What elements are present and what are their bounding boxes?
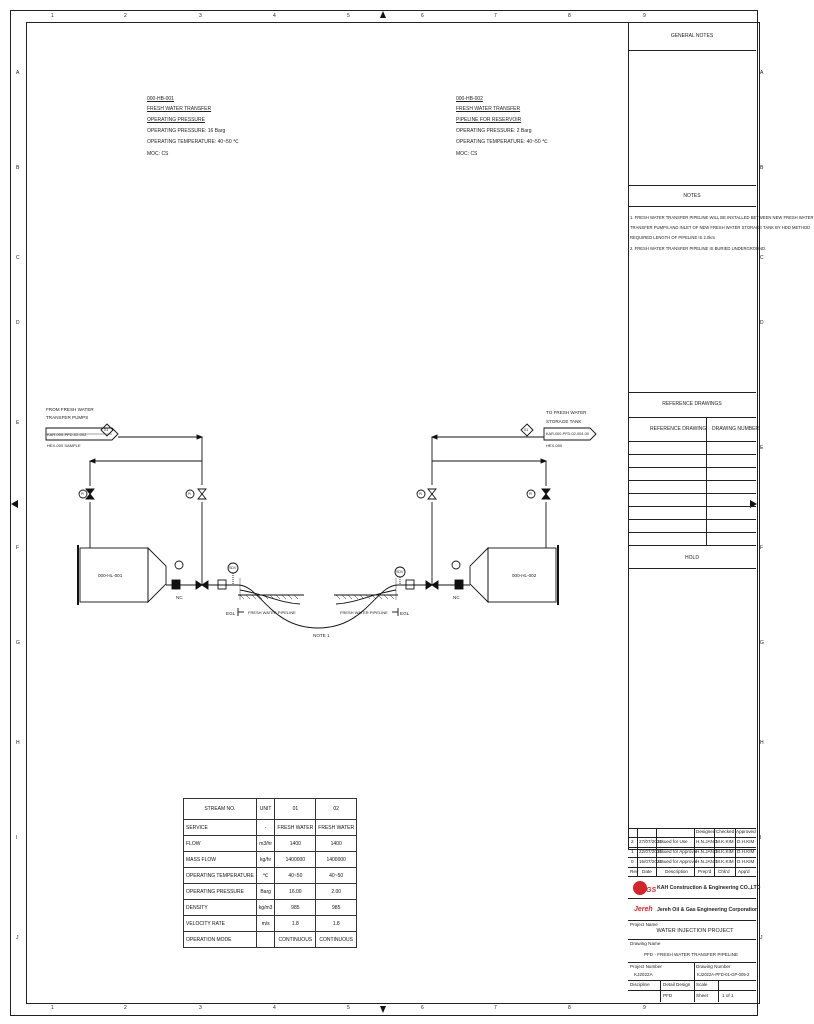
rev-top-header: Designed [696,829,716,834]
valve-symbol [202,581,208,589]
line-note-line: 000-HB-002 [456,96,483,102]
border-col-label: 6 [421,1005,424,1011]
border-col-label: 1 [51,13,54,19]
rev-header: Description [665,869,688,874]
drawing-number: KJ2022A-PFD-01-GP-005-2 [697,972,750,977]
stream-table-cell: OPERATING PRESSURE [184,884,257,900]
stream-table-cell: 1400 [275,836,316,852]
sdv-label-right: SDV [396,570,404,574]
rev-cell: D.H.KIM [737,859,755,864]
border-col-label: 7 [494,1005,497,1011]
stream-table-cell: 985 [316,900,357,916]
stream-table-header-cell: 02 [316,799,357,820]
rev-cell: Issued for Use [658,839,688,844]
stream-table-cell: FLOW [184,836,257,852]
hatch [354,595,358,599]
line-note-line: 000-HB-001 [147,96,174,102]
company-name-2: Jereh Oil & Gas Engineering Corporation [657,907,759,913]
reference-header-number: DRAWING NUMBER [712,426,760,432]
stream-data-table [183,798,357,948]
pi-label: PI [529,492,533,496]
line-note-line: MOC: CS [456,151,478,157]
rev-header: App'd [738,869,750,874]
valve-symbol [428,494,436,499]
stream-table-header-cell: UNIT [256,799,275,820]
stream-table-cell [256,932,275,948]
border-row-label: B [16,165,20,171]
reference-title: REFERENCE DRAWINGS [662,401,722,407]
border-col-label: 4 [273,13,276,19]
stream-table-cell: VELOCITY RATE [184,916,257,932]
stream-table-row [184,932,357,948]
border-col-label: 5 [347,13,350,19]
flow-arrow [432,435,437,439]
border-row-label: G [760,640,764,646]
rev-cell: M.K.KIM [716,859,734,864]
source-label-left: FROM FRESH WATER [46,407,94,412]
logo1-text: GS [646,887,657,894]
border-col-label: 9 [643,1005,646,1011]
border-row-label: H [16,740,20,746]
source-label-left: KAR-000-PFD-02-002 [47,432,87,437]
border-col-label: 9 [643,13,646,19]
valve-symbol [432,581,438,589]
rev-cell: 0 [631,859,634,864]
stream-table-cell: 16.00 [275,884,316,900]
stream-table-header [184,799,357,820]
stream-table-row [184,820,357,836]
rev-cell: D.H.KIM [737,839,755,844]
stream-table-cell: SERVICE [184,820,257,836]
valve-symbol [542,489,550,494]
stream-table-header-cell: 01 [275,799,316,820]
border-col-label: 4 [273,1005,276,1011]
notes-line: TRANSFER PUMPS AND INLET OF NEW FRESH WATER STORAGE TANK BY HDD METHOD [630,225,811,230]
ground-label-right: FRESH WATER PIPELINE [340,610,388,615]
rev-cell: H.N.JANG [696,859,718,864]
valve-symbol [542,494,550,499]
stream-tag-right: 01 [524,428,529,432]
hatch [348,595,352,599]
line-note-line: OPERATING TEMPERATURE: 40~50 ℃ [147,139,239,145]
hatch [246,595,250,599]
stream-table-row [184,836,357,852]
instrument-bubble [175,561,183,569]
notes-title: NOTES [683,193,701,199]
company-name-1: KAH Construction & Engineering CO.,LTD [657,885,761,891]
border-row-label: D [760,320,764,326]
discipline-value: PFD [663,993,673,998]
rev-cell: 2 [631,839,634,844]
border-row-label: B [760,165,764,171]
border-row-label: D [16,320,20,326]
border-row-label: J [16,935,19,941]
stream-table-header-cell: STREAM NO. [184,799,257,820]
border-col-label: 6 [421,13,424,19]
egl-label-left: EGL [226,611,236,616]
line-note-line: PIPELINE FOR RESERVOIR [456,117,522,123]
line-note-line: OPERATING PRESSURE: 16 Barg [147,128,226,134]
stream-table-cell: kg/m3 [256,900,275,916]
discipline-label: Discipline [630,982,650,987]
source-label-left: HEX-000 SAMPLE [47,443,81,448]
hdd-note-label: NOTE 1 [313,633,330,638]
rev-cell: H.N.JANG [696,849,718,854]
pi-label: PI [419,492,423,496]
line-note-line: FRESH WATER TRANSFER [456,106,521,112]
ground-label-left: FRESH WATER PIPELINE [248,610,296,615]
stream-table-cell: 40~50 [316,868,357,884]
stream-table-cell: 1400 [316,836,357,852]
stream-table-cell: OPERATING TEMPERATURE [184,868,257,884]
egl-label-right: EGL [400,611,410,616]
reference-header-drawing: REFERENCE DRAWING [650,426,707,432]
stream-table-cell: 1400000 [275,852,316,868]
rev-cell: H.N.JANG [696,839,718,844]
pi-label: PI [81,492,85,496]
border-row-label: F [16,545,20,551]
stream-table-cell: FRESH WATER [275,820,316,836]
border-row-label: A [760,70,764,76]
stream-table-cell: 985 [275,900,316,916]
border-row-label: C [16,255,20,261]
rev-cell: 15/07/2022 [639,859,662,864]
line-note-line: OPERATING TEMPERATURE: 40~50 ℃ [456,139,548,145]
valve-symbol [426,581,432,589]
holds-title: HOLD [685,555,699,561]
rev-cell: M.K.KIM [716,849,734,854]
stream-table-cell: - [256,820,275,836]
rev-cell: Issued for Approval [658,859,698,864]
drawing-label: Drawing Name [630,941,661,946]
source-label-right: TO FRESH WATER [546,410,587,415]
border-col-label: 8 [568,1005,571,1011]
detail-label: Detail Design [663,982,691,987]
line-note-line: OPERATING PRESSURE [147,117,205,123]
rev-header: Rev [630,869,639,874]
source-label-right: KAR-000-PFD-02-004-00 [546,432,589,436]
border-col-label: 1 [51,1005,54,1011]
stream-table-cell: MASS FLOW [184,852,257,868]
nc-label-right: NC [453,595,460,600]
border-row-label: A [16,70,20,76]
company-logo-2: Jereh [634,906,653,913]
launcher-tag-right: 000-HL-002 [512,573,537,578]
sdv-valve [218,580,226,589]
stream-table-cell: Barg [256,884,275,900]
stream-table-row [184,884,357,900]
hatch [390,595,394,599]
hatch [336,595,340,599]
border-row-label: E [16,420,20,426]
launcher-reducer [148,548,166,602]
line-note-line: OPERATING PRESSURE: 2 Barg [456,128,532,134]
rev-top-header: Checked [716,829,735,834]
hatch [282,595,286,599]
hdd-pipeline-upper [336,590,396,604]
border-row-label: C [760,255,764,261]
rev-cell: M.K.KIM [716,839,734,844]
border-col-label: 3 [199,13,202,19]
sdv-label-left: SDV [229,566,237,570]
border-row-label: H [760,740,764,746]
hatch [276,595,280,599]
valve-symbol [198,494,206,499]
stream-tag-left: 01 [104,428,109,432]
rev-header: Chk'd [718,869,730,874]
drawing-number-label: Drawing Number [696,964,731,969]
flow-arrow [197,435,202,439]
stream-table-cell: FRESH WATER [316,820,357,836]
stream-table-row [184,852,357,868]
stream-table-cell: CONTINUOUS [275,932,316,948]
rev-cell: 1 [631,849,634,854]
hatch [384,595,388,599]
stream-table-cell: 1.8 [316,916,357,932]
border-col-label: 7 [494,13,497,19]
rev-top-header: Approved [736,829,756,834]
sheet-label: Sheet [696,993,709,998]
source-label-right: HEX-000 [546,443,563,448]
source-label-left: TRANSFER PUMPS [46,415,89,420]
hatch [342,595,346,599]
valve-symbol [428,489,436,494]
border-col-label: 3 [199,1005,202,1011]
rev-cell: 27/07/2022 [639,839,662,844]
valve-symbol [198,489,206,494]
line-note-line: MOC: CS [147,151,169,157]
general-notes-title: GENERAL NOTES [670,33,714,39]
ground-hatching-right [336,595,394,599]
stream-table-row [184,868,357,884]
valve-symbol [196,581,202,589]
stream-table-row [184,916,357,932]
project-name: WATER INJECTION PROJECT [656,928,734,934]
hatch [294,595,298,599]
instrument-bubble [452,561,460,569]
hdd-pipeline [238,585,398,628]
border-row-label: E [760,445,764,451]
pi-label: PI [188,492,192,496]
rev-cell: Issued for Approval [658,849,698,854]
stream-table-cell: OPERATION MODE [184,932,257,948]
notes-line: 1. FRESH WATER TRANSFER PIPELINE WILL BE INSTALLED BETWEEN NEW FRESH WATER [630,215,814,220]
hatch [288,595,292,599]
hdd-pipeline-upper [240,590,300,604]
launcher-tag-left: 000-HL-001 [98,573,123,578]
stream-table-cell: ℃ [256,868,275,884]
nc-label-left: NC [176,595,183,600]
valve-body [172,580,180,589]
border-row-label: I [760,835,762,841]
project-number-label: Project Number [630,964,662,969]
project-label: Project Name [630,922,658,927]
notes-line: 2. FRESH WATER TRANSFER PIPELINE IS BURIED UNDERGROUND. [630,246,767,251]
notes-line: REQUIRED LENGTH OF PIPELINE IS 2.0km [630,235,715,240]
hatch [240,595,244,599]
line-note-line: FRESH WATER TRANSFER [147,106,212,112]
border-col-label: 2 [124,13,127,19]
source-label-right: STORAGE TANK [546,419,582,424]
rev-header: Date [642,869,652,874]
receiver-reducer [470,548,488,602]
stream-table-cell: CONTINUOUS [316,932,357,948]
stream-table-cell: DENSITY [184,900,257,916]
scale-label: Scale [696,982,708,987]
rev-cell: D.H.KIM [737,849,755,854]
stream-table-cell: kg/hr [256,852,275,868]
stream-table-row [184,900,357,916]
border-col-label: 8 [568,13,571,19]
border-row-label: J [760,935,763,941]
stream-table-cell: 2.00 [316,884,357,900]
valve-body [455,580,463,589]
rev-cell: 22/07/2022 [639,849,662,854]
hatch [252,595,256,599]
rev-header: Prep'd [698,869,712,874]
stream-table-cell: m3/hr [256,836,275,852]
sheet-value: 1 of 1 [722,993,734,998]
stream-table-cell: m/s [256,916,275,932]
project-number: KJ2022A [634,972,653,977]
border-row-label: G [16,640,20,646]
border-row-label: I [16,835,18,841]
flow-arrow [541,459,546,463]
stream-table-cell: 1400000 [316,852,357,868]
stream-table-cell: 40~50 [275,868,316,884]
sdv-valve [406,580,414,589]
stream-table-cell: 1.8 [275,916,316,932]
border-col-label: 2 [124,1005,127,1011]
border-row-label: F [760,545,764,551]
drawing-name: PFD - FRESH WATER TRANSFER PIPELINE [643,952,739,957]
hatch [378,595,382,599]
border-col-label: 5 [347,1005,350,1011]
flow-arrow [90,459,95,463]
